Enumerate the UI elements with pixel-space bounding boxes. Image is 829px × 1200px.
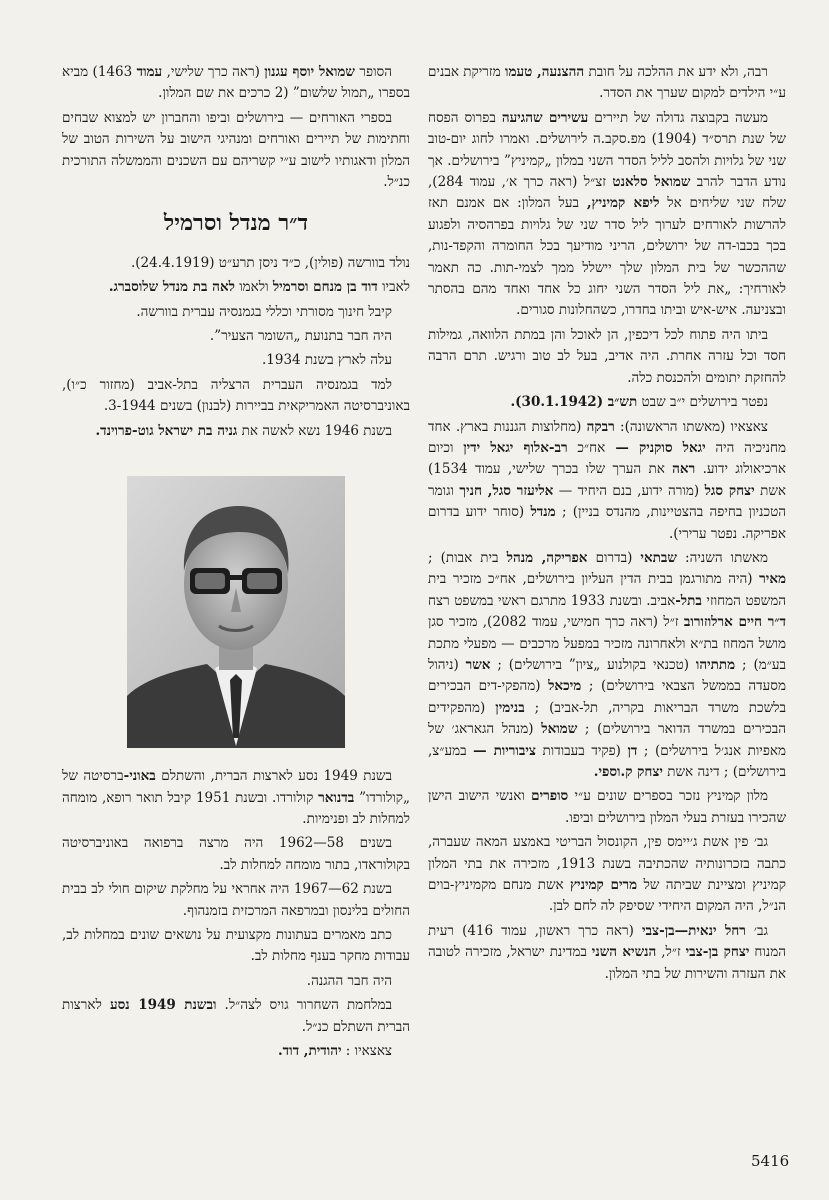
paragraph: בשנת 1949 נסע לארצות הברית, והשתלם באוני-ברסיטה של „קולורדו” בדנואר קולורדו. ובשנת 1951 קיבל תואר רופא, מומחה למחלות לב ופנימיות. bbox=[62, 768, 410, 827]
paragraph: נפטר בירושלים י״ב שבט תש״ב (30.1.1942). bbox=[510, 394, 768, 411]
paragraph: צאצאיו (מאשתו הראשונה): רבקה (מחלוצות הגננות בארץ. אחד מחניכיה היה יגאל סוקניק — אח״כ רב-אלוף יגאל ידין וכיום ארכיאולוג ידוע. ראה את הערך שלו בכרך שלישי, עמוד 1534) אשת יצחק סגל (מורה ידוע, בנם היחיד — אליעזר סגל, חניך וגומר הטכניון בחיפה בהצטיינות, מהנדס בניין) ; מנדל (סוחר ידוע בדרום אפריקה. נפטר ערירי). bbox=[428, 418, 787, 542]
paragraph: לאביו דוד בן מנחם וסרמיל ולאמו לאה בת מנדל שלוסברג. bbox=[108, 279, 410, 296]
right-column bbox=[428, 62, 786, 988]
page-number: 5416 bbox=[751, 1152, 790, 1170]
paragraph: עלה לארץ בשנת 1934. bbox=[261, 352, 392, 369]
left-column bbox=[62, 62, 410, 1065]
paragraph: בשנת 62—1967 היה אחראי על מחלקת שיקום חולי לב בבית החולים בלינסון ובמרפאה המרכזית בזמנהוף. bbox=[62, 881, 410, 919]
paragraph: בספרי האורחים — בירושלים וביפו והחברון יש למצוא שבחים וחתימות של תיירים ואורחים ומנהיגי הישוב על השירות הטוב של המלון ודאגותיו לישוב ע״י קשריהם עם השכנים והממשלה התורכית כנ״ל. bbox=[62, 109, 410, 191]
paragraph: נולד בוורשה (פולין), כ״ד ניסן תרע״ט (24.4.1919). bbox=[130, 254, 410, 271]
paragraph: היה חבר בתנועת „השומר הצעיר”. bbox=[209, 328, 392, 345]
portrait-photo bbox=[127, 476, 345, 748]
paragraph: קיבל חינוך מסורתי וכללי בגמנסיה עברית בוורשה. bbox=[136, 303, 392, 320]
paragraph: ביתו היה פתוח לכל דיכפין, הן לאוכל והן במתת הלוואה, גמילות חסד וכל עזרה אחרת. היה אדיב, בעל לב טוב ורגיש. תרם הרבה להחזקת יתומים ולהכנסת כלה. bbox=[428, 326, 786, 386]
paragraph: היה חבר ההגנה. bbox=[306, 972, 392, 989]
biography-career bbox=[62, 766, 410, 1062]
portrait-photo-frame bbox=[127, 476, 345, 748]
paragraph: רבה, ולא ידע את ההלכה על חובת ההצנעה, טעמו מזריקת אבנים ע״י הילדים למקום שערך את הסדר. bbox=[428, 64, 786, 102]
paragraph: גב׳ רחל ינאית—בן-צבי (ראה כרך ראשון, עמוד 416) רעית המנוח יצחק בן-צבי ז״ל, הנשיא השני במדינת ישראל, מזכירה לטובה את העזרה והשירות של בתי המלון. bbox=[428, 922, 786, 982]
paragraph: גב׳ פין אשת ג׳יימס פין, הקונסול הבריטי באמצע המאה שעברה, כתבה בזכרונותיה שהכתיבה בשנת 1913, מזכירה את בתי המלון קמיניץ ומציינת שביתה של מרים קמיניץ אשת מנחם מקמיניץ-בוים הנ״ל, היה המקום היחידי שסיפק לה לחם לבן. bbox=[428, 834, 787, 915]
paragraph: כתב מאמרים בעתונות מקצועית על נושאים שונים במחלות לב, עבודות מחקר בענף מחלות לב. bbox=[62, 926, 410, 965]
paragraph: למד בגמנסיה העברית הרצליה בתל-אביב (מחזור כ״ו), באוניברסיטה האמריקאית בביירות (לבנון) בשנים 3-1944. bbox=[62, 376, 410, 415]
agnon-section bbox=[62, 62, 410, 193]
paragraph: מאשתו השניה: שבתאי (בדרום אפריקה, מנהל בית אבות) ; מאיר (היה מתורגמן בבית הדין העליון בירושלים, אח״כ מזכיר בית המשפט המחוזי בתל-אביב. ובשנת 1933 מתרגם ראשי במשפט רצח ד״ר חיים ארלוזורוב ז״ל (ראה כרך חמישי, עמוד 2082), מזכיר סגן מושל המחוז בת״א ולאחרונה מזכיר במפעל מרכבים — מפעלי מתכת בע״מ) ; מתתיהו (טכנאי בקולנוע „ציון” בירושלים) ; אשר (ניהול מסעדה בממשל הצבאי בירושלים) ; מיכאל (מהפקי-דים הבכירים בלשכת משרד הבריאות בקריה, תל-אביב) ; בנימין (מהפקידים הבכירים במשרד הדואר בירושלים) ; שמואל (מנהל הגאראג׳ של מאפיות אנג׳ל בירושלים) ; דן (פקיד בעבודות ציבוריות — במע״צ, בירושלים) ; דינה אשת יצחק ק.וספי. bbox=[428, 549, 787, 780]
paragraph: בשנת 1946 נשא לאשה את גניה בת ישראל גוט-פרוינד. bbox=[95, 422, 392, 439]
paragraph: במלחמת השחרור גויס לצה״ל. ובשנת 1949 נסע לארצות הברית השתלם כנ״ל. bbox=[62, 997, 410, 1035]
paragraph: צאצאיו : יהודית, דוד. bbox=[277, 1042, 392, 1059]
paragraph: בשנים 58—1962 היה מרצה ברפואה באוניברסיטה בקולוראדו, בתור מומחה למחלות לב. bbox=[62, 835, 410, 873]
paragraph: הסופר שמואל יוסף עגנון (ראה כרך שלישי, עמוד 1463) מביא בספרו „תמול שלשום” (2 כרכים את שם המלון. bbox=[62, 64, 410, 102]
biography-heading: ד״ר מנדל וסרמיל bbox=[163, 210, 309, 237]
biography-intro bbox=[62, 253, 410, 442]
paragraph: מלון קמיניץ נזכר בספרים שונים ע״י סופרים ואנשי הישוב הישן שהכירו בעזרת בעלי המלון בירושלים וביפו. bbox=[428, 788, 786, 826]
paragraph: מעשה בקבוצה גדולה של תיירים עשירים שהגיעה בפרוס הפסח של שנת תרס״ד (1904) מפ.סקב.ה לירושלים. ואמרו לחוג יום-טוב שני של גלויות ולהסב לליל הסדר השני במלון „קמיניץ” בירושלים. אך נודע הדבר להרב שמואל סלאנט זצ״ל (ראה כרך א׳, עמוד 284), שלח שני שליחים אל ליפא קמיניץ, בעל המלון: אם אמנם תאז להרשות לאורחים לערוך ליל סדר שני של גלויות בפרהסיה ולפגוע בכך בכבו-דה של ירושלים, הריני מודיעך בכל החומרה והקפד-נות, שההכשר של בית המלון שלך יישלל ממך לצמי-תות. כה תאמר לאורחיך: „את ליל הסדר השני יחוג כל אחד ואחד מהם בהסתר ובצניעה. איש-איש וביתו בחדרו, כשהחלונות סגורים. bbox=[428, 109, 787, 319]
